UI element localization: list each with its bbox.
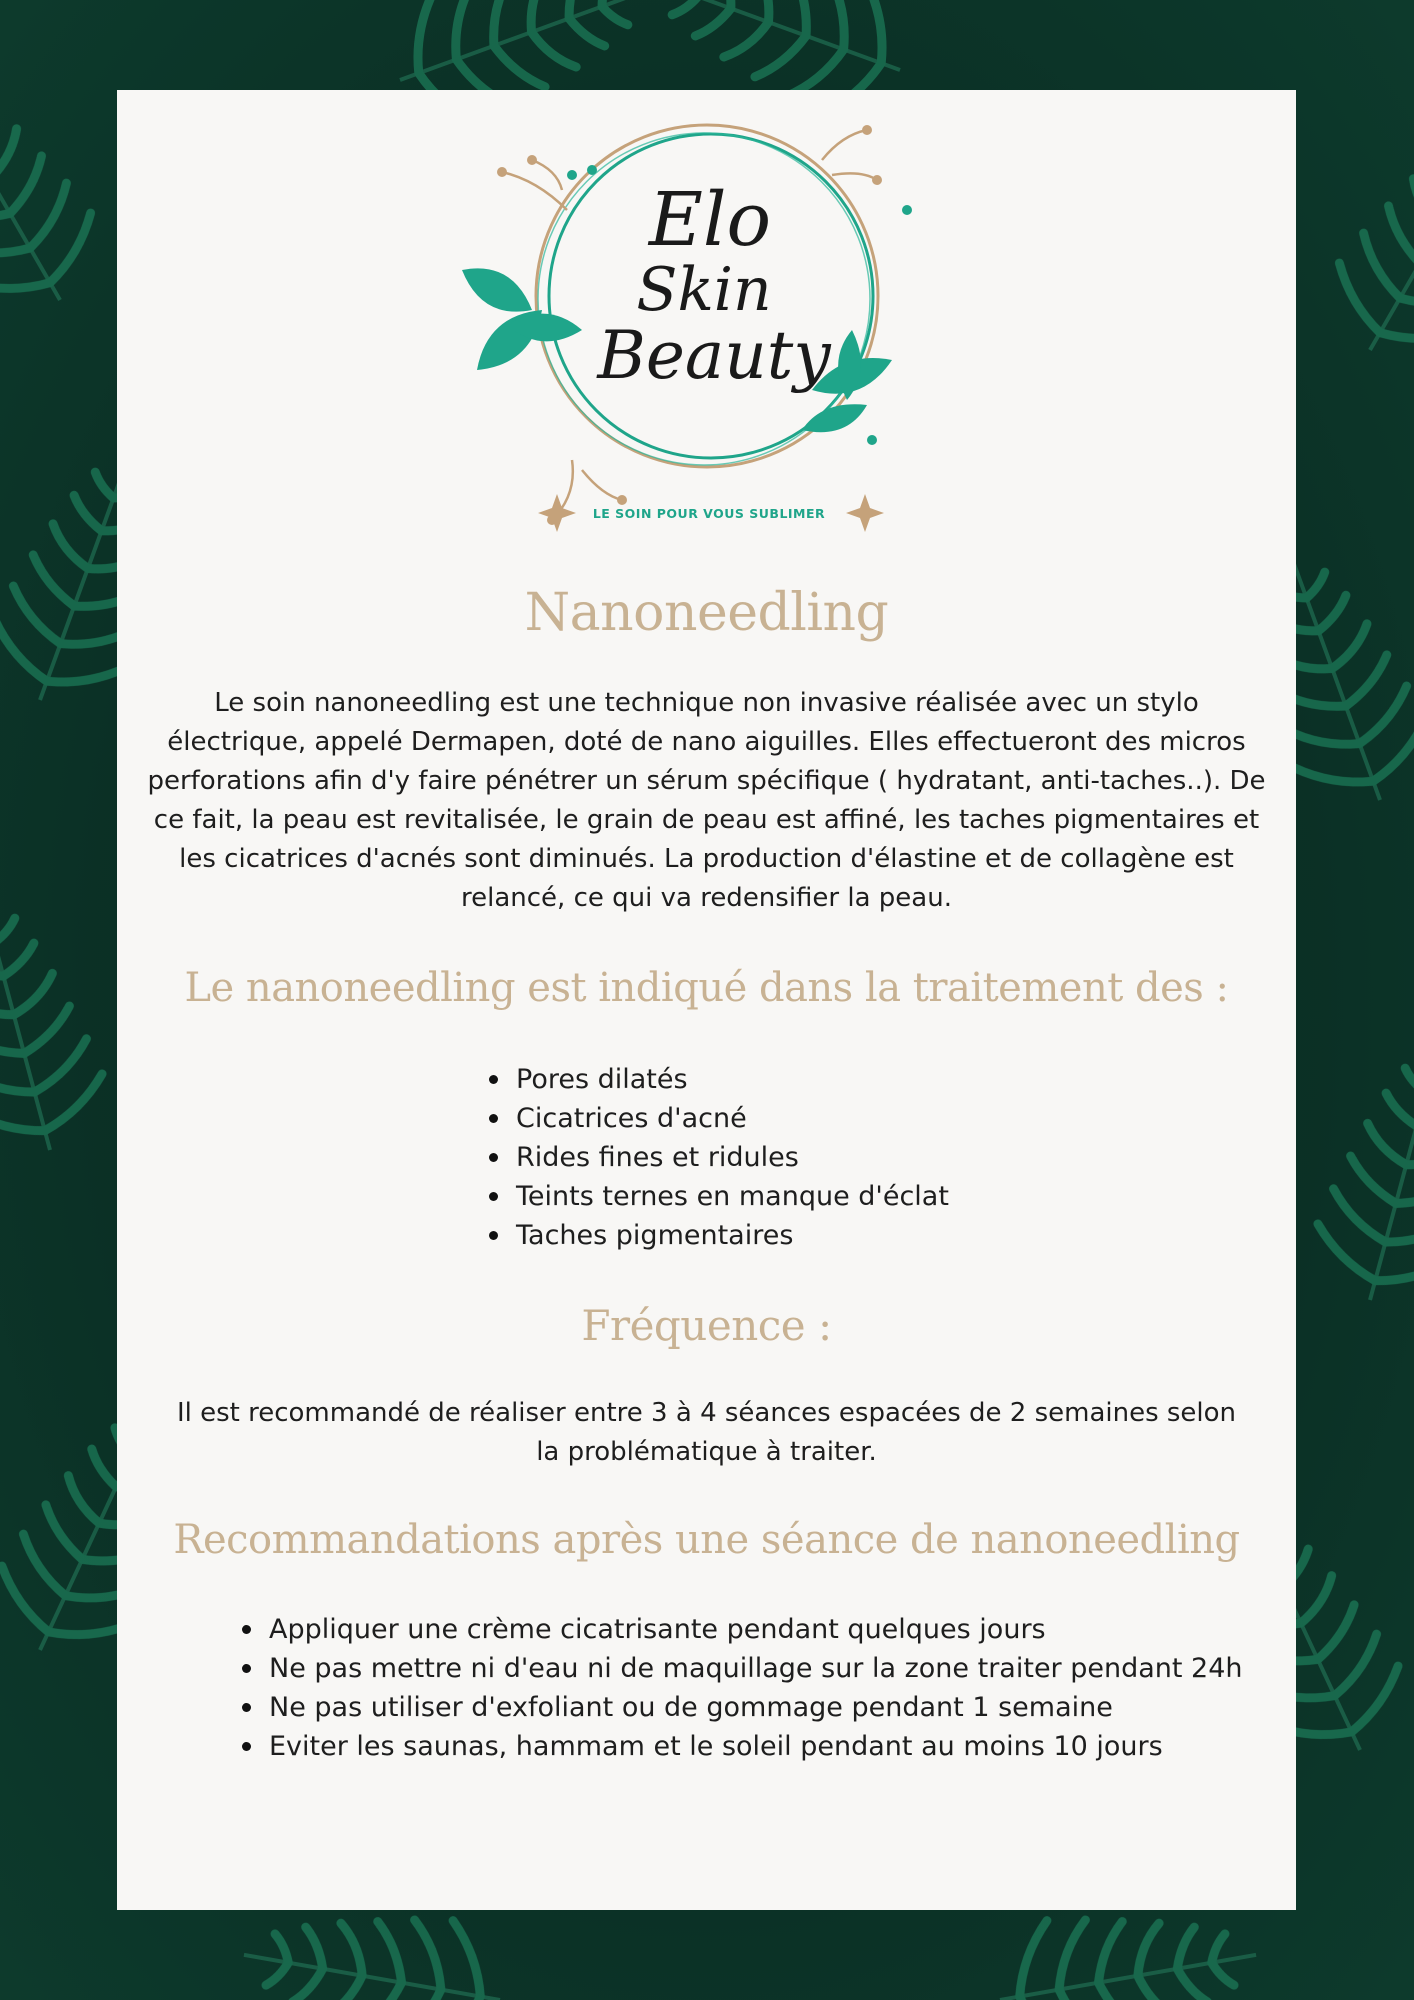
sparkle-icon	[846, 494, 884, 532]
list-item: Eviter les saunas, hammam et le soleil pendant au moins 10 jours	[237, 1727, 1243, 1766]
frequency-paragraph: Il est recommandé de réaliser entre 3 à 4 séances espacées de 2 semaines selon la problématique à traiter.	[176, 1398, 1237, 1467]
list-item: Teints ternes en manque d'éclat	[484, 1177, 949, 1216]
list-item: Appliquer une crème cicatrisante pendant quelques jours	[237, 1610, 1243, 1649]
logo-tagline: LE SOIN POUR VOUS SUBLIMER	[592, 506, 826, 521]
sparkle-icon	[538, 494, 576, 532]
list-item: Taches pigmentaires	[484, 1216, 949, 1255]
elo-skin-beauty-logo	[452, 100, 962, 550]
intro-paragraph: Le soin nanoneedling est une technique non invasive réalisée avec un stylo électrique, appelé Dermapen, doté de nano aiguilles. Elles effectueront des micros perforations afin d'y faire pénétrer un sérum spécifique ( hydratant, anti-taches..). De ce fait, la peau est revitalisée, le grain de peau est affiné, les taches pigmentaires et les cicatrices d'acnés sont diminués. La production d'élastine et de collagène est relancé, ce qui va redensifier la peau.	[147, 688, 1266, 913]
list-item: Rides fines et ridules	[484, 1138, 949, 1177]
list-item: Ne pas utiliser d'exfoliant ou de gommage pendant 1 semaine	[237, 1688, 1243, 1727]
indications-list	[484, 1060, 949, 1255]
page-title: Nanoneedling	[524, 583, 889, 643]
content-card	[117, 90, 1296, 1910]
aftercare-list	[237, 1610, 1243, 1766]
logo-word-beauty: Beauty	[597, 317, 831, 394]
list-item: Cicatrices d'acné	[484, 1099, 949, 1138]
logo-word-skin: Skin	[636, 255, 772, 325]
frequency-heading: Fréquence :	[581, 1301, 832, 1350]
indications-heading: Le nanoneedling est indiqué dans la traitement des :	[184, 965, 1229, 1011]
list-item: Pores dilatés	[484, 1060, 949, 1099]
logo-word-elo: Elo	[648, 177, 772, 263]
list-item: Ne pas mettre ni d'eau ni de maquillage sur la zone traiter pendant 24h	[237, 1649, 1243, 1688]
aftercare-heading: Recommandations après une séance de nanoneedling	[173, 1517, 1240, 1563]
